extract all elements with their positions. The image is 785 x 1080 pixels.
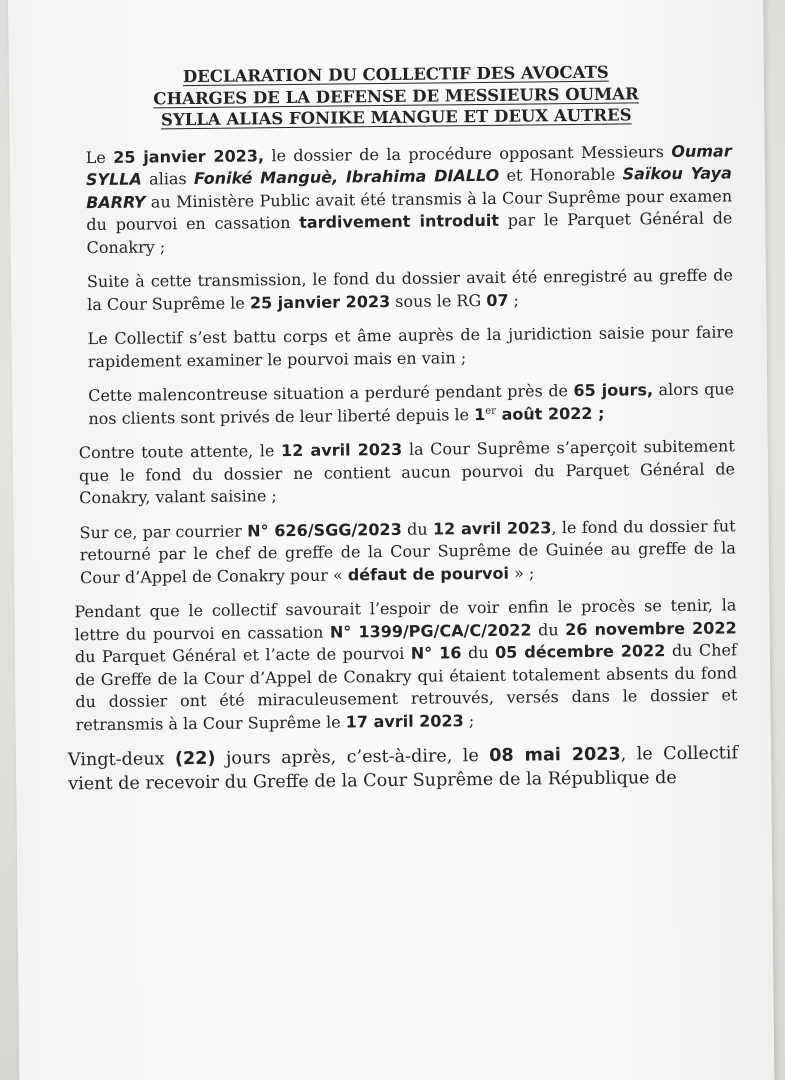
document-title [61, 60, 732, 132]
bold-duration: 65 jours, [573, 380, 654, 401]
bold-date: 05 décembre 2022 [494, 641, 666, 662]
text-span: sous le RG [390, 290, 487, 311]
text-span: ; [508, 290, 520, 310]
text-span: ; [463, 710, 475, 730]
text-span: alors que nos clients sont privés de leur liberté depuis le [88, 379, 735, 428]
paper-sheet [8, 0, 774, 1080]
text-span: Vingt-deux [67, 749, 176, 771]
title-line-2: CHARGES DE LA DEFENSE DE MESSIEURS OUMAR [153, 83, 639, 108]
bold-date: 25 janvier 2023, [113, 145, 265, 167]
bold-count: (22) [174, 748, 216, 770]
text-span: du [461, 642, 496, 663]
text-span: la Cour Suprême s’aperçoit subitement que le fond du dossier ne contient aucun pourvoi du Parquet Général de Conakry, valant saisine ; [78, 436, 736, 508]
name-barry: Saïkou Yaya BARRY [86, 163, 732, 212]
bold-date: 26 novembre 2022 [565, 617, 737, 639]
bold-date: 17 avril 2023 [345, 710, 464, 731]
text-span: alias [141, 169, 195, 189]
bold-date: 08 mai 2023 [489, 744, 621, 766]
text-span: , le Collectif vient de recevoir du Greffe de la Cour Suprême de la République de [68, 743, 739, 795]
text-span: Le [85, 147, 114, 167]
name-fonike-diallo: Foniké Manguè, Ibrahima DIALLO [193, 165, 500, 189]
bold-text: défaut de pourvoi [347, 563, 510, 584]
title-line-3: SYLLA ALIAS FONIKE MANGUE ET DEUX AUTRES [160, 105, 632, 130]
paragraph-7 [66, 594, 737, 736]
text-span: Le Collectif s’est battu corps et âme auprès de la juridiction saisie pour faire rapidement examiner le pourvoi mais en vain ; [87, 322, 734, 371]
paragraph-3 [63, 321, 733, 373]
bold-rg-number: 07 [486, 290, 509, 310]
text-span: au Ministère Public avait été transmis à la Cour Suprême pour examen du pourvoi en cassation [86, 185, 733, 235]
bold-reference: N° 16 [410, 643, 462, 663]
text-span: Suite à cette transmission, le fond du dossier avait été enregistré au greffe de la Cour Suprême le [86, 265, 734, 314]
paragraph-4 [64, 378, 734, 430]
text-span: Sur ce, par courrier [79, 520, 248, 542]
text-span: du [401, 519, 434, 539]
paragraph-1 [62, 140, 733, 260]
bold-date: 12 avril 2023 [280, 439, 403, 461]
bold-date: août 2022 ; [495, 403, 605, 424]
text-span: jours après, c’est-à-dire, le [215, 745, 490, 769]
title-line-1: DECLARATION DU COLLECTIF DES AVOCATS [182, 62, 609, 87]
text-span: , le fond du dossier fut retourné par le chef de greffe de la Cour Suprême de Guinée au greffe de la Cour d’Appel de Conakry pour « [79, 515, 736, 587]
text-span: » ; [508, 562, 535, 583]
text-span: du [531, 619, 566, 640]
text-span: du Parquet Général et l’acte de pourvoi [74, 643, 411, 667]
bold-day: 1 [474, 404, 486, 424]
bold-date: 25 janvier 2023 [249, 291, 391, 312]
bold-reference: N° 626/SGG/2023 [247, 519, 402, 540]
bold-date: 12 avril 2023 [432, 517, 552, 539]
bold-reference: N° 1399/PG/CA/C/2022 [329, 620, 532, 642]
text-span: du Chef de Greffe de la Cour d’Appel de Conakry qui étaient totalement absents du fond du dossier ont été miraculeusement retrouvés, versés dans le dossier et retransmis à la Cour Suprême le [75, 640, 738, 734]
name-oumar-sylla: Oumar SYLLA [85, 140, 732, 190]
paragraph-5 [65, 435, 736, 510]
text-span: par le Parquet Général de Conakry ; [86, 208, 733, 257]
document-body [61, 60, 739, 808]
bold-text: tardivement introduit [299, 210, 500, 232]
text-span: Cette malencontreuse situation a perduré pendant près de [88, 381, 574, 406]
paragraph-2 [63, 264, 733, 316]
text-span: le dossier de la procédure opposant Messieurs [263, 141, 672, 165]
text-span: Contre toute attente, le [78, 441, 282, 463]
text-span: Pendant que le collectif savourait l’espoir de voir enfin le procès se tenir, la lettre du pourvoi en cassation [74, 595, 737, 644]
paragraph-8 [68, 741, 738, 796]
paragraph-6 [65, 515, 736, 590]
text-span: et Honorable [499, 164, 623, 185]
superscript: er [485, 405, 496, 417]
